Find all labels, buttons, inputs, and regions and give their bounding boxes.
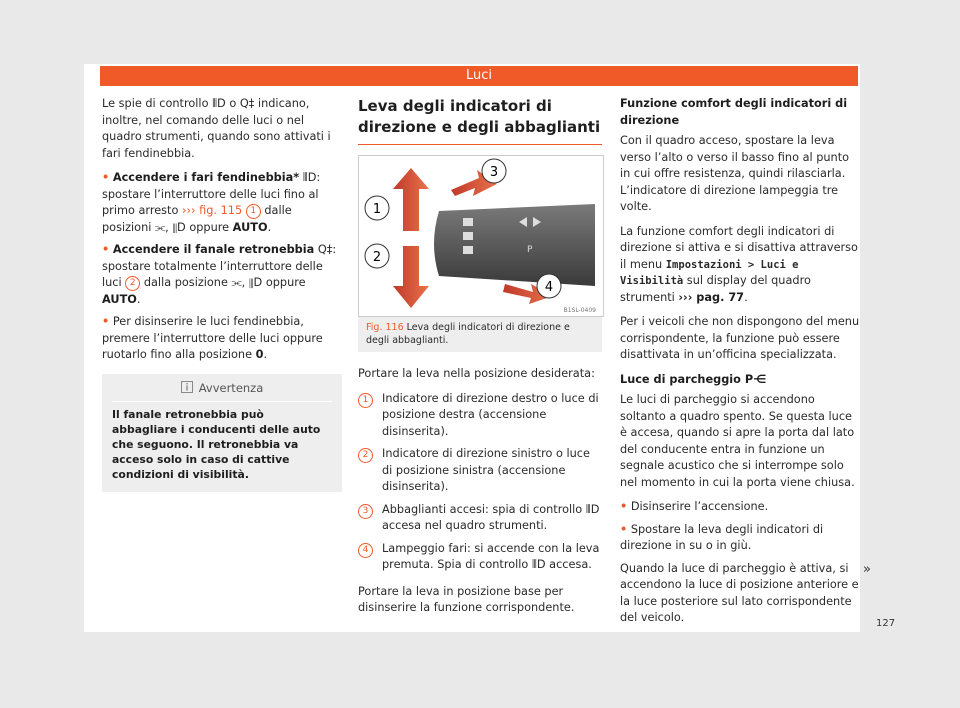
list-item [358,391,602,441]
bullet-text: Disinserire l’accensione. [630,500,769,513]
section-title: Luci [465,68,492,83]
list-item [358,502,602,535]
item-text: Abbaglianti accesi: spia di controllo ⦀D accesa nel quadro strumenti. [382,502,600,532]
bullet-text: Per disinserire le luci fendinebbia, premere l’interruttore delle luci oppure ruotarlo fino alla posizione [102,315,323,361]
list-item [358,446,602,496]
figure-caption [358,317,602,352]
bullet-title: Accendere i fari fendinebbia* [112,171,300,184]
bullet-icon: • [620,500,628,513]
fig-num-2: 2 [372,250,382,265]
bullet-end: . [267,220,272,234]
fig-num-1: 1 [372,202,382,217]
fig-reference-link[interactable]: ››› fig. 115 [182,204,243,217]
section-header [100,66,858,86]
page-number: 127 [876,618,896,629]
bullet-end: . [263,348,268,361]
paragraph: Per i veicoli che non dispongono del menu corrispondente, la funzione può essere disattivata in un’officina specializzata. [620,315,860,361]
warning-text: Il fanale retronebbia può abbagliare i conducenti delle auto che seguono. Il retronebbia va acceso solo in caso di cattive condizioni di visibilità. [112,408,321,481]
bullet-text: dalla posizione ⫘, ⦀D oppure [140,276,306,289]
arrow-down-icon [393,246,429,308]
arrow-up-icon [393,168,429,231]
warning-title: Avvertenza [198,380,264,395]
figure-label: Fig. 116 [366,322,404,333]
lever-illustration [359,156,603,316]
callout-number: 1 [246,204,261,219]
subheading-parking: Luce di parcheggio P⋲ [620,372,767,386]
item-text: Indicatore di direzione sinistro o luce di posizione sinistra (accensione disinserita). [382,447,590,493]
auto-label: AUTO [102,292,137,306]
zero-label: 0 [255,348,264,361]
bullet-rear-fog [102,242,342,308]
paragraph: Con il quadro acceso, spostare la leva verso l’alto o verso il basso fino al punto in cui offre resistenza, quindi rilasciarla. L’indicatore di direzione lampeggia tre volte. [620,134,850,213]
outro-paragraph: Portare la leva in posizione base per disinserire la funzione corrispondente. [358,584,575,614]
item-number: 4 [358,543,373,558]
column-3 [620,96,860,635]
bullet-title: Accendere il fanale retronebbia [112,243,315,256]
paragraph: Quando la luce di parcheggio è attiva, si accendono la luce di posizione anteriore e la luce posteriore sul lato corrispondente del veicolo. [620,561,859,624]
info-icon [181,381,193,393]
list-item [358,541,602,574]
paragraph-end: . [744,290,748,304]
section-heading: Leva degli indicatori di direzione e degli abbaglianti [358,97,601,136]
paragraph-text: sul display del quadro strumenti [620,274,811,304]
fig-num-4: 4 [544,280,554,295]
bullet-text: Q‡: spostare totalmente l’interruttore delle luci [102,243,337,289]
figure-code: B1SL-0409 [563,307,596,314]
column-2 [358,96,602,625]
figure-caption-text: Leva degli indicatori di direzione e degli abbaglianti. [366,322,570,346]
paragraph: Le luci di parcheggio si accendono soltanto a quadro spento. Se questa luce è accesa, quando si apre la porta dal lato del conducente entra in funzione un segnale acustico che si interrompe solo nel momento in cui la porta viene chiusa. [620,393,855,489]
bullet-icon: • [102,171,110,184]
bullet-text: Spostare la leva degli indicatori di direzione in su o in giù. [620,522,824,552]
item-text: Indicatore di direzione destro o luce di posizione destra (accensione disinserita). [382,391,599,438]
callout-number: 2 [125,276,140,291]
auto-label: AUTO [232,220,268,234]
paragraph-menu [620,224,860,307]
bullet-fog-lights [102,170,342,236]
fig-num-3: 3 [489,165,499,180]
lever-body [434,204,595,286]
column-1 [102,96,342,492]
paragraph-text: La funzione comfort degli indicatori di direzione si attiva e si disattiva attraverso il menu [620,224,858,271]
item-number: 2 [358,448,373,463]
bullet-item [620,522,860,555]
next-page-icon: » [863,562,871,577]
item-text: Lampeggio fari: si accende con la leva premuta. Spia di controllo ⦀D accesa. [382,541,600,571]
warning-box [102,374,342,493]
heading-rule [358,144,602,145]
intro-paragraph: Le spie di controllo ⦀D o Q‡ indicano, inoltre, nel comando delle luci o nel quadro strumenti, quando sono attivati i fari fendinebbia. [102,97,331,160]
bullet-icon: • [620,522,628,536]
page-reference-link[interactable]: ››› pag. 77 [678,290,745,304]
menu-path: Impostazioni > Luci e Visibilità [620,258,799,287]
warning-header [112,380,332,403]
svg-text:P: P [527,245,533,255]
bullet-text: dalle posizioni ⫘, ⦀D oppure [102,204,292,234]
bullet-icon: • [102,315,110,328]
bullet-text: ⦀D: spostare l’interruttore delle luci fino al primo arresto [102,171,321,217]
bullet-end: . [136,292,141,306]
subheading-comfort: Funzione comfort degli indicatori di direzione [620,97,848,127]
figure-lever [358,155,604,317]
bullet-icon: • [102,243,110,256]
bullet-item [620,499,860,516]
item-number: 3 [358,504,373,519]
lead-paragraph: Portare la leva nella posizione desiderata: [358,367,595,380]
bullet-switch-off [102,314,342,364]
item-number: 1 [358,393,373,408]
